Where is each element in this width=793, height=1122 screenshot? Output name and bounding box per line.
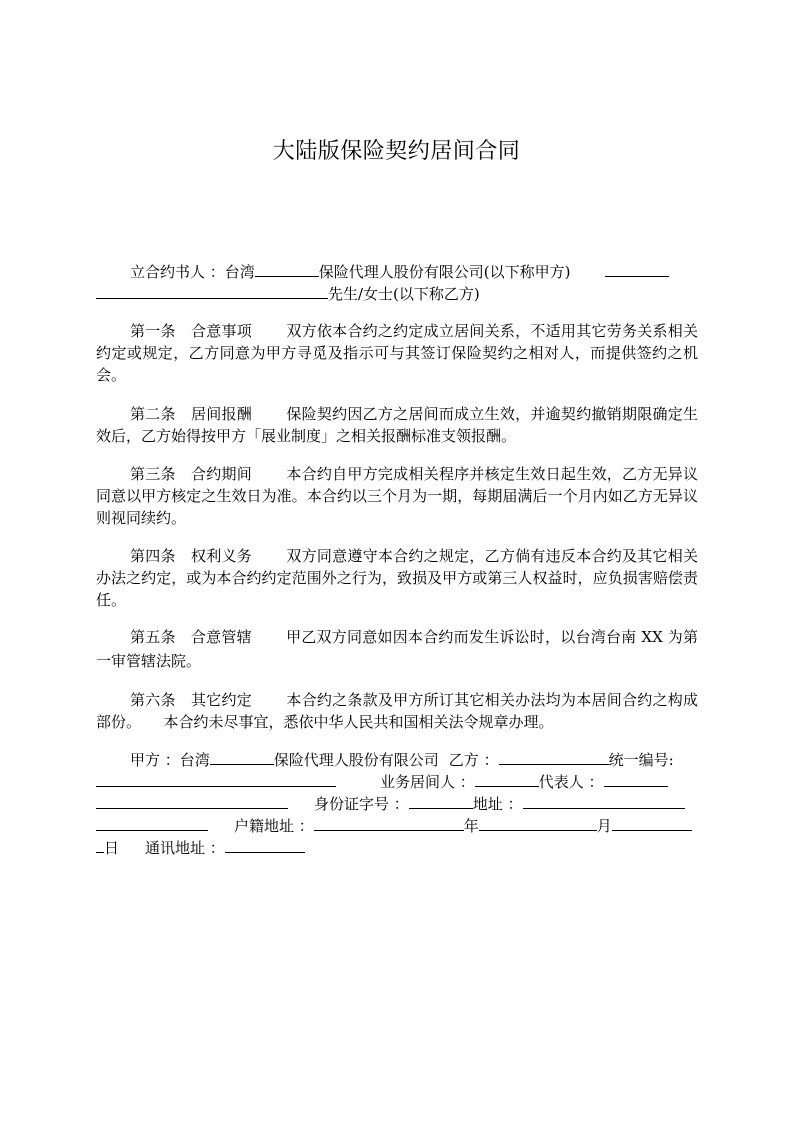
article-body: 保险契约因乙方之居间而成立生效，并逾契约撤销期限确定生效后，乙方始得按甲方「展业制度」之相关报酬标准支领报酬。 <box>96 405 698 445</box>
blank-day[interactable] <box>96 838 104 853</box>
article-heading: 第三条 合约期间 <box>130 465 253 483</box>
blank-address[interactable] <box>523 794 685 809</box>
article-1 <box>96 320 698 386</box>
blank-month[interactable] <box>612 816 692 831</box>
article-6 <box>96 689 698 733</box>
article-4 <box>96 545 698 611</box>
article-5 <box>96 625 698 673</box>
blank-id-no[interactable] <box>409 794 473 809</box>
year-label: 年 <box>463 817 479 835</box>
party-suffix: 先生/女士(以下称乙方) <box>328 285 480 303</box>
blank-representative-2[interactable] <box>96 794 288 809</box>
article-heading: 第二条 居间报酬 <box>130 405 253 423</box>
address-label: 地址 ： <box>472 795 523 813</box>
blank-mail-address[interactable] <box>225 838 305 853</box>
signature-block <box>96 749 698 859</box>
blank-party-b-name-2[interactable] <box>96 284 328 299</box>
blank-year[interactable] <box>479 816 597 831</box>
blank-company-name[interactable] <box>255 262 319 277</box>
month-label: 月 <box>596 817 612 835</box>
article-heading: 第四条 权利义务 <box>130 547 253 565</box>
party-a-company: 保险代理人股份有限公司 <box>273 751 439 769</box>
blank-household-address[interactable] <box>314 816 464 831</box>
household-address-label: 户籍地址 ： <box>234 817 314 835</box>
blank-address-2[interactable] <box>96 816 208 831</box>
party-company: 保险代理人股份有限公司(以下称甲方) <box>318 263 571 281</box>
article-heading: 第六条 其它约定 <box>130 691 253 709</box>
blank-unified-no[interactable] <box>96 772 336 787</box>
article-body: 本合约之条款及甲方所订其它相关办法均为本居间合约之构成部份。 本合约未尽事宜，悉依中华人民共和国相关法令规章办理。 <box>96 691 698 731</box>
blank-agent[interactable] <box>475 772 539 787</box>
unified-no-label: 统一编号: <box>608 751 674 769</box>
party-b-label: 乙方 ： <box>448 751 499 769</box>
party-a-label: 甲方 ：台湾 <box>130 751 210 769</box>
blank-party-b[interactable] <box>499 750 609 765</box>
blank-representative[interactable] <box>604 772 668 787</box>
id-no-label: 身份证字号 ： <box>314 795 409 813</box>
representative-label: 代表人 ： <box>538 773 604 791</box>
article-body: 甲乙双方同意如因本合约而发生诉讼时，以台湾台南 XX 为第一审管辖法院。 <box>96 628 698 670</box>
article-heading: 第一条 合意事项 <box>130 322 253 340</box>
mail-address-label: 通讯地址 ： <box>145 839 225 857</box>
article-3 <box>96 463 698 529</box>
party-prefix: 立合约书人 ：台湾 <box>130 263 255 281</box>
article-2 <box>96 403 698 447</box>
document-title: 大陆版保险契约居间合同 <box>272 139 521 164</box>
blank-party-b-name-1[interactable] <box>605 262 669 277</box>
article-body: 本合约自甲方完成相关程序并核定生效日起生效，乙方无异议同意以甲方核定之生效日为准。本合约以三个月为一期，每期届满后一个月内如乙方无异议则视同续约。 <box>96 465 698 527</box>
article-body: 双方同意遵守本合约之规定，乙方倘有违反本合约及其它相关办法之约定，或为本合约约定范围外之行为，致损及甲方或第三人权益时，应负损害赔偿责任。 <box>96 547 698 609</box>
blank-party-a-name[interactable] <box>210 750 274 765</box>
article-heading: 第五条 合意管辖 <box>130 628 252 646</box>
party-line <box>96 261 698 305</box>
article-body: 双方依本合约之约定成立居间关系，不适用其它劳务关系相关约定或规定，乙方同意为甲方寻觅及指示可与其签订保险契约之相对人，而提供签约之机会。 <box>96 322 698 384</box>
day-label: 日 <box>104 839 120 857</box>
agent-label: 业务居间人 ： <box>380 773 475 791</box>
